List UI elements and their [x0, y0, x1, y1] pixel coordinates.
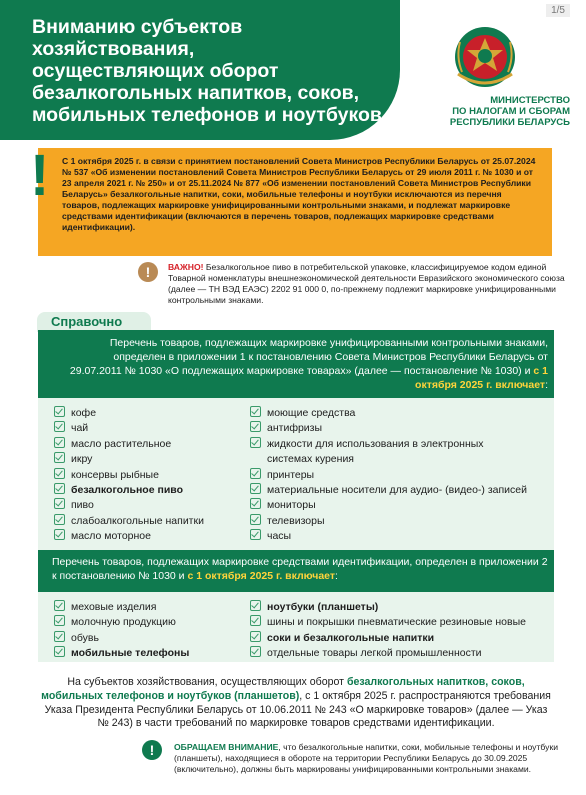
check-icon — [54, 452, 65, 463]
list-item: чай — [54, 421, 204, 436]
attention-text — [174, 742, 564, 775]
exclamation-icon: ! — [30, 143, 50, 208]
check-icon — [54, 514, 65, 525]
list1-heading-text — [68, 336, 548, 392]
list-item: антифризы — [250, 421, 527, 436]
heading-part: к постановлению — [245, 351, 335, 363]
ministry-name — [420, 95, 570, 128]
important-label: ВАЖНО! — [168, 262, 204, 272]
heading-highlight: с 1 октября 2025 г. включает — [415, 365, 548, 391]
check-icon — [54, 615, 65, 626]
paragraph-highlight: безалкогольных напитков, соков, мобильных телефонов и ноутбуков (планшетов) — [41, 676, 525, 702]
important-body: Безалкогольное пиво в потребительской упаковке, классифицируемое кодом единой Товарной номенклатуры внешнеэкономической деятельности Евразийского экономического союза (далее — ТН ВЭД ЕАЭС) 2202 91 000 0, по-прежнему подлежит маркировке унифицированными контрольными знаками. — [168, 262, 565, 305]
check-icon — [250, 646, 261, 657]
list-item: слабоалкогольные напитки — [54, 514, 204, 529]
ministry-line: МИНИСТЕРСТВО — [490, 95, 570, 106]
attention-body: , что безалкогольные напитки, соки, мобильные телефоны и ноутбуки (планшеты), находящиеся в обороте на территории Республики Беларусь до 30.09.2025 (включительно), должны быть маркированы унифицированными контрольными знаками. — [174, 742, 558, 774]
list2-right-column — [250, 600, 526, 662]
page-number: 1/5 — [546, 4, 570, 17]
list-item: шины и покрышки пневматические резиновые новые — [250, 615, 526, 630]
list-item: телевизоры — [250, 514, 527, 529]
check-icon — [250, 437, 261, 448]
notice-box — [30, 143, 552, 256]
heading-part: : — [545, 379, 548, 391]
list-item: икру — [54, 452, 204, 467]
list-item: обувь — [54, 631, 189, 646]
check-icon — [54, 498, 65, 509]
check-icon — [54, 437, 65, 448]
title-line: Вниманию субъектов хозяйствования, — [32, 16, 243, 60]
check-icon — [250, 498, 261, 509]
check-icon — [54, 631, 65, 642]
check-icon — [54, 600, 65, 611]
list-item: принтеры — [250, 468, 527, 483]
exclamation-circle-icon: ! — [138, 262, 158, 282]
list-item: отдельные товары легкой промышленности — [250, 646, 526, 661]
check-icon — [250, 529, 261, 540]
list-item-continuation: системах курения — [267, 453, 354, 466]
list-item: материальные носители для аудио- (видео-) записей — [250, 483, 527, 498]
list-item: соки и безалкогольные напитки — [250, 631, 526, 646]
ministry-line: ПО НАЛОГАМ И СБОРАМ — [452, 106, 570, 117]
check-icon — [250, 406, 261, 417]
list1-left-column — [54, 406, 204, 545]
heading-part: Совета Министров Республики Беларусь — [334, 351, 535, 363]
header — [0, 0, 586, 140]
check-icon — [54, 468, 65, 479]
check-icon — [250, 600, 261, 611]
ministry-emblem-icon — [450, 22, 520, 92]
list2-heading-text — [52, 555, 548, 583]
heading-part: Перечень товаров, подлежащих маркировке средствами идентификации, определен в приложении 2 — [52, 556, 548, 568]
title-line: безалкогольных напитков, соков, — [32, 82, 360, 104]
check-icon — [54, 421, 65, 432]
check-icon — [250, 483, 261, 494]
list-item: масло растительное — [54, 437, 204, 452]
exclamation-circle-icon: ! — [142, 740, 162, 760]
list1-heading — [38, 330, 554, 398]
list-item: молочную продукцию — [54, 615, 189, 630]
check-icon — [250, 631, 261, 642]
heading-part: к постановлению № 1030 и — [52, 570, 188, 582]
list2-heading — [38, 550, 554, 592]
check-icon — [54, 646, 65, 657]
heading-part: и — [521, 365, 534, 377]
list-item: мониторы — [250, 498, 527, 513]
check-icon — [250, 468, 261, 479]
list2-body — [38, 592, 554, 662]
heading-part: от 29.07.2011 № 1030 «О подлежащих маркировке товарах» (далее — постановление № 1030) — [69, 351, 548, 377]
heading-part: : — [335, 570, 338, 582]
check-icon — [54, 406, 65, 417]
page-title — [32, 16, 392, 126]
list-item: часы — [250, 529, 527, 544]
list-item: безалкогольное пиво — [54, 483, 204, 498]
list1-body — [38, 398, 554, 550]
list-item: консервы рыбные — [54, 468, 204, 483]
list1-right-column — [250, 406, 527, 545]
check-icon — [250, 514, 261, 525]
important-text — [168, 262, 568, 306]
check-icon — [54, 529, 65, 540]
reference-tab: Справочно — [37, 312, 151, 332]
check-icon — [54, 483, 65, 494]
paragraph-part: На субъектов хозяйствования, осуществляющих оборот — [67, 676, 347, 688]
title-line: осуществляющих оборот — [32, 60, 279, 82]
heading-highlight: с 1 октября 2025 г. включает — [187, 570, 336, 582]
ministry-line: РЕСПУБЛИКИ БЕЛАРУСЬ — [449, 117, 570, 128]
attention-label: ОБРАЩАЕМ ВНИМАНИЕ — [174, 742, 279, 752]
list-item: пиво — [54, 498, 204, 513]
check-icon — [250, 615, 261, 626]
list-item: моющие средства — [250, 406, 527, 421]
list2-left-column — [54, 600, 189, 662]
list-item: масло моторное — [54, 529, 204, 544]
list-item: жидкости для использования в электронных — [250, 437, 527, 452]
body-paragraph — [40, 676, 552, 731]
paragraph-part: , с 1 октября 2025 г. распространяются требования Указа Президента Республики Беларусь от 10.06.2011 № 243 «О маркировке товаров» (далее — Указ № 243) в части требований по маркировке товаров средствами идентификации. — [44, 689, 551, 730]
notice-text: С 1 октября 2025 г. в связи с принятием постановлений Совета Министров Республики Беларусь от 25.07.2024 № 537 «Об изменении постановлений Совета Министров Республики Беларусь от 29 июля 2011 г. № 1030 и от 23 апреля 2021 г. № 250» и от 25.11.2024 № 877 «Об изменении постановлений Совета Министров Республики Беларусь» безалкогольные напитки, соки, мобильные телефоны и ноутбуки исключаются из перечня товаров, подлежащих маркировке унифицированными контрольными знаками, и подлежат маркировке средствами идентификации (включаются в перечень товаров, подлежащих маркировке средствами идентификации). — [62, 156, 536, 232]
list-item: мобильные телефоны — [54, 646, 189, 661]
list-item: меховые изделия — [54, 600, 189, 615]
list-item: ноутбуки (планшеты) — [250, 600, 526, 615]
list-item: кофе — [54, 406, 204, 421]
title-line: мобильных телефонов и ноутбуков — [32, 104, 382, 126]
check-icon — [250, 421, 261, 432]
heading-part: Перечень товаров, подлежащих маркировке унифицированными контрольными знаками, определен в приложении 1 — [109, 337, 548, 363]
